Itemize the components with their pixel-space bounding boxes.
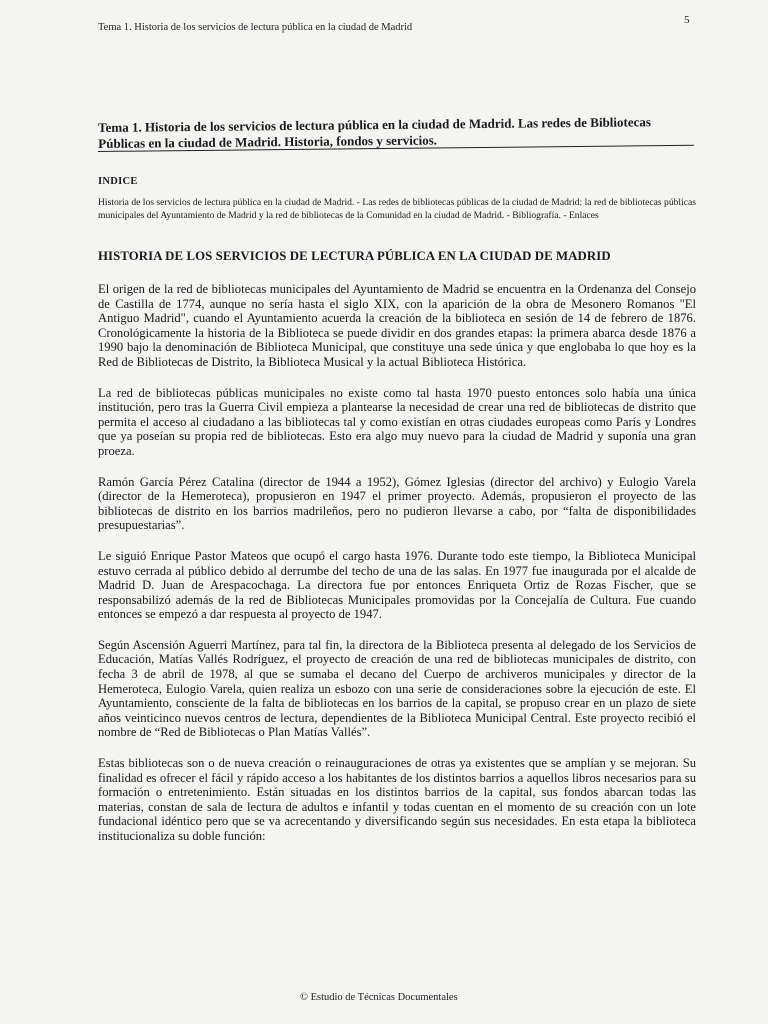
paragraph: El origen de la red de bibliotecas municipales del Ayuntamiento de Madrid se encuentra en la Ordenanza del Consejo de Castilla de 1774, aunque no sería hasta el siglo XIX, con la aparición de la obra de Mesonero Romanos "El Antiguo Madrid", cuando el Ayuntamiento acuerda la creación de la biblioteca en sesión de 14 de febrero de 1876. Cronológicamente la historia de la Biblioteca se puede dividir en dos grandes etapas: la primera abarca desde 1876 a 1990 bajo la denominación de Biblioteca Municipal, que constituye una sede única y que englobaba lo que hoy es la Red de Bibliotecas de Distrito, la Biblioteca Musical y la actual Biblioteca Histórica. xyxy=(98,282,696,369)
index-heading: INDICE xyxy=(98,176,138,187)
page-number: 5 xyxy=(684,14,690,26)
page-footer: © Estudio de Técnicas Documentales xyxy=(300,992,458,1003)
paragraph: Estas bibliotecas son o de nueva creación o reinauguraciones de otras ya existentes que se amplían y se mejoran. Su finalidad es ofrecer el fácil y rápido acceso a los habitantes de los distintos barrios a aquellos libros necesarios para su formación o entretenimiento. Están situadas en los distintos barrios de la capital, sus fondos abarcan todas las materias, constan de sala de lectura de adultos e infantil y todas cuentan en el momento de su creación con un lote fundacional idéntico pero que se va acrecentando y diversificando según sus necesidades. En esta etapa la biblioteca institucionaliza su doble función: xyxy=(98,756,696,843)
section-heading: HISTORIA DE LOS SERVICIOS DE LECTURA PÚBLICA EN LA CIUDAD DE MADRID xyxy=(98,249,611,263)
body-text xyxy=(98,282,696,860)
paragraph: Le siguió Enrique Pastor Mateos que ocupó el cargo hasta 1976. Durante todo este tiempo, la Biblioteca Municipal estuvo cerrada al público debido al derrumbe del techo de una de las salas. En 1977 fue inaugurada por el alcalde de Madrid D. Juan de Arespacochaga. La directora fue por entonces Enriqueta Ortiz de Rozas Fischer, que se responsabilizó además de la red de Bibliotecas Municipales promovidas por la Concejalía de Cultura. Fue cuando entonces se empezó a dar respuesta al proyecto de 1947. xyxy=(98,548,696,622)
index-text: Historia de los servicios de lectura pública en la ciudad de Madrid. - Las redes de bibliotecas públicas de la ciudad de Madrid: la red de bibliotecas públicas municipales del Ayuntamiento de Madrid y la red de bibliotecas de la Comunidad en la ciudad de Madrid. - Bibliografía. - Enlaces xyxy=(98,197,696,221)
running-header: Tema 1. Historia de los servicios de lectura pública en la ciudad de Madrid xyxy=(98,22,413,33)
paragraph: Según Ascensión Aguerri Martínez, para tal fin, la directora de la Biblioteca presenta al delegado de los Servicios de Educación, Matías Vallés Rodríguez, el proyecto de creación de una red de bibliotecas municipales de distrito, con fecha 3 de abril de 1978, al que se sumaba el decano del Cuerpo de archiveros municipales y director de la Hemeroteca, Eulogio Varela, quien realiza un esbozo con una serie de consideraciones sobre la ejecución de este. El Ayuntamiento, consciente de la falta de bibliotecas en los barrios de la capital, se propuso crear en un plazo de siete años veinticinco nuevos centros de lectura, dependientes de la Biblioteca Municipal Central. Este proyecto recibió el nombre de “Red de Bibliotecas o Plan Matías Vallés”. xyxy=(98,637,696,740)
paragraph: La red de bibliotecas públicas municipales no existe como tal hasta 1970 puesto entonces solo había una única institución, pero tras la Guerra Civil empieza a plantearse la necesidad de crear una red de bibliotecas de distrito que permita el acceso al ciudadano a las bibliotecas tal y como existían en otras ciudades europeas como París y Londres que ya poseían su propia red de bibliotecas. Esto era algo muy nuevo para la ciudad de Madrid y suponía una gran proeza. xyxy=(98,385,696,458)
document-title: Tema 1. Historia de los servicios de lectura pública en la ciudad de Madrid. Las redes de Bibliotecas Públicas en la ciudad de Madrid. Historia, fondos y servicios. xyxy=(98,114,652,151)
paragraph: Ramón García Pérez Catalina (director de 1944 a 1952), Gómez Iglesias (director del archivo) y Eulogio Varela (director de la Hemeroteca), propusieron en 1947 el primer proyecto. Además, propusieron el proyecto de las bibliotecas de distrito en los barrios madrileños, pero no pudieron llevarse a cabo, por “falta de disponibilidades presupuestarias”. xyxy=(98,474,696,533)
